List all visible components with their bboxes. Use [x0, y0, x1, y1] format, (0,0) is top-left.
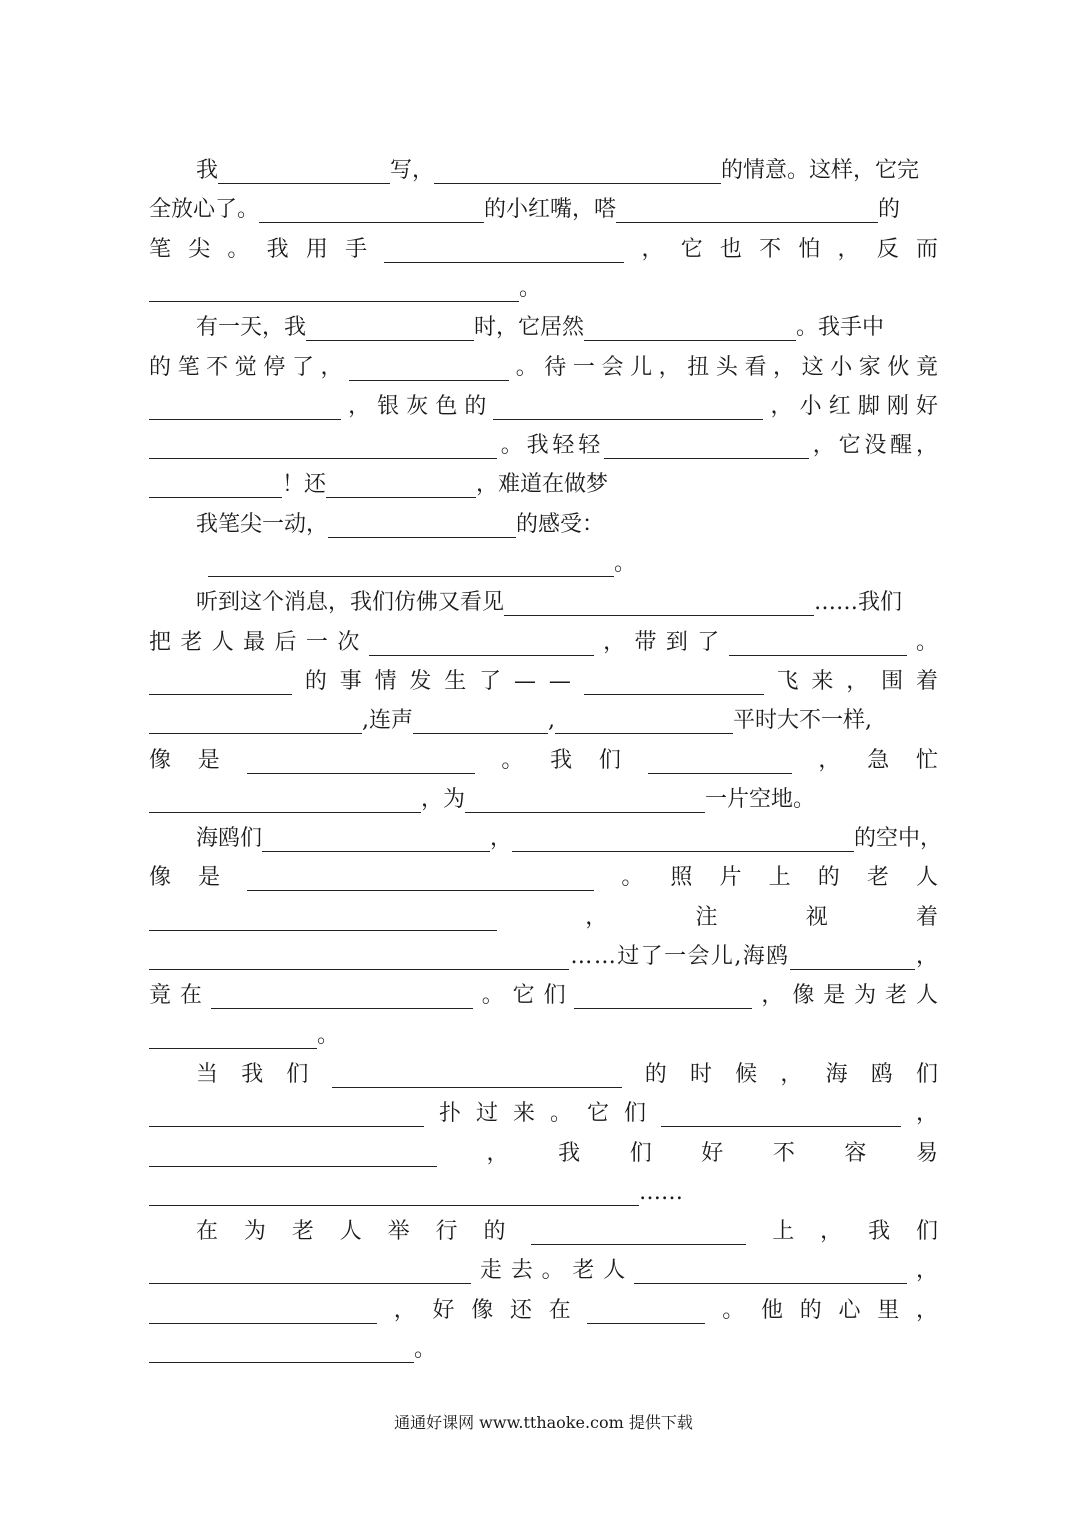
- text-line: [0, 743, 1087, 779]
- text-segment: 。: [541, 1258, 564, 1283]
- text-segment: 视: [805, 905, 828, 930]
- text-segment: 的感受：: [516, 512, 605, 537]
- text-line: [0, 546, 1087, 582]
- text-segment: 行: [435, 1219, 458, 1244]
- text-line: [0, 978, 1087, 1014]
- text-segment: ，: [812, 433, 835, 458]
- text-segment: …: [570, 944, 593, 969]
- text-line: [0, 1018, 1087, 1054]
- text-segment: 银: [377, 394, 400, 419]
- text-segment: 还: [509, 1298, 532, 1323]
- text-segment: 海鸥们: [196, 826, 263, 851]
- text-segment: 易: [915, 1141, 938, 1166]
- text-segment: 它: [680, 237, 703, 262]
- text-segment: 会: [601, 355, 624, 380]
- text-segment: 。: [227, 237, 250, 262]
- fill-in-blank[interactable]: [259, 222, 484, 223]
- text-segment: 老: [866, 865, 889, 890]
- fill-in-blank[interactable]: [531, 1244, 746, 1245]
- text-segment: 了: [291, 355, 314, 380]
- text-segment: 色: [435, 394, 458, 419]
- text-segment: 上: [772, 1219, 795, 1244]
- fill-in-blank[interactable]: [149, 1166, 437, 1167]
- fill-in-blank[interactable]: [504, 615, 814, 616]
- text-segment: 也: [719, 237, 742, 262]
- fill-in-blank[interactable]: [306, 340, 474, 341]
- text-segment: ，难道在做梦: [476, 472, 609, 497]
- text-segment: 。: [621, 865, 644, 890]
- text-segment: 我: [558, 1141, 581, 1166]
- fill-in-blank[interactable]: [149, 1126, 424, 1127]
- text-segment: 在: [548, 1298, 571, 1323]
- text-segment: 鸥: [766, 944, 789, 969]
- text-segment: 轻: [552, 433, 575, 458]
- text-segment: 到: [665, 630, 688, 655]
- text-line: [0, 1136, 1087, 1172]
- text-segment: 像: [471, 1298, 494, 1323]
- text-line: [0, 664, 1087, 700]
- fill-in-blank[interactable]: [149, 301, 519, 302]
- text-segment: ，: [818, 748, 841, 773]
- fill-in-blank[interactable]: [262, 851, 490, 852]
- fill-in-blank[interactable]: [434, 183, 721, 184]
- text-segment: ，: [603, 630, 626, 655]
- text-segment: ，: [820, 1219, 843, 1244]
- text-segment: 儿: [630, 355, 653, 380]
- text-segment: 着: [915, 669, 938, 694]
- fill-in-blank[interactable]: [790, 969, 915, 970]
- text-line: [0, 310, 1087, 346]
- text-segment: 竟: [149, 983, 172, 1008]
- text-line: [0, 192, 1087, 228]
- text-segment: ,: [734, 944, 742, 969]
- text-segment: 一: [664, 944, 687, 969]
- fill-in-blank[interactable]: [149, 733, 362, 734]
- fill-in-blank[interactable]: [328, 537, 516, 538]
- text-segment: 扑: [438, 1101, 461, 1126]
- text-line: [0, 860, 1087, 896]
- text-segment: 们: [543, 983, 566, 1008]
- text-segment: 在: [179, 983, 202, 1008]
- text-segment: 。: [549, 1101, 572, 1126]
- text-segment: 它: [512, 983, 535, 1008]
- text-segment: 。: [519, 276, 542, 301]
- text-segment: 们: [623, 1101, 646, 1126]
- text-segment: 像: [149, 748, 172, 773]
- text-segment: 笔: [177, 355, 200, 380]
- text-segment: 手: [345, 237, 368, 262]
- text-segment: 注: [695, 905, 718, 930]
- text-line: [0, 703, 1087, 739]
- fill-in-blank[interactable]: [413, 733, 548, 734]
- text-segment: 上: [768, 865, 791, 890]
- text-line: [0, 939, 1087, 975]
- text-segment: 来: [512, 1101, 535, 1126]
- text-segment: 儿: [710, 944, 733, 969]
- text-segment: 当: [196, 1062, 219, 1087]
- text-segment: 竟: [915, 355, 938, 380]
- text-segment: ，: [761, 983, 784, 1008]
- text-segment: 了: [479, 669, 502, 694]
- fill-in-blank[interactable]: [149, 458, 497, 459]
- fill-in-blank[interactable]: [208, 576, 614, 577]
- text-segment: 会: [687, 944, 710, 969]
- fill-in-blank[interactable]: [149, 419, 341, 420]
- text-segment: 反: [876, 237, 899, 262]
- text-segment: 飞: [776, 669, 799, 694]
- text-segment: 停: [263, 355, 286, 380]
- text-segment: ，: [780, 1062, 803, 1087]
- text-segment: ，: [585, 905, 608, 930]
- text-line: [0, 1253, 1087, 1289]
- text-segment: 容: [844, 1141, 867, 1166]
- text-segment: 好: [432, 1298, 455, 1323]
- text-segment: 。: [515, 355, 538, 380]
- text-line: [0, 1293, 1087, 1329]
- text-line: [0, 467, 1087, 503]
- text-segment: 一: [572, 355, 595, 380]
- text-segment: 好: [701, 1141, 724, 1166]
- text-segment: 笔: [149, 237, 172, 262]
- text-segment: 有一天，我: [196, 315, 307, 340]
- text-line: [0, 625, 1087, 661]
- text-segment: ，: [658, 355, 681, 380]
- text-segment: 尖: [188, 237, 211, 262]
- text-segment: 我: [196, 158, 219, 183]
- text-segment: 们: [286, 1062, 309, 1087]
- fill-in-blank[interactable]: [661, 1126, 901, 1127]
- text-segment: ，: [915, 1258, 938, 1283]
- text-segment: 最: [243, 630, 266, 655]
- fill-in-blank[interactable]: [493, 419, 763, 420]
- text-segment: 醒: [890, 433, 913, 458]
- text-segment: 的小红嘴，嗒: [484, 197, 617, 222]
- text-segment: 看: [744, 355, 767, 380]
- text-line: [0, 782, 1087, 818]
- text-line: [0, 585, 1087, 621]
- text-segment: 红: [828, 394, 851, 419]
- text-segment: ，: [837, 237, 860, 262]
- text-segment: 。我手中: [796, 315, 885, 340]
- fill-in-blank[interactable]: [218, 183, 390, 184]
- text-segment: ，: [348, 394, 371, 419]
- text-segment: 为: [243, 1219, 266, 1244]
- text-segment: 一片空地。: [705, 787, 816, 812]
- text-segment: 待: [544, 355, 567, 380]
- text-line: [0, 271, 1087, 307]
- text-segment: ,: [548, 708, 555, 733]
- fill-in-blank[interactable]: [332, 1087, 622, 1088]
- text-segment: 老: [291, 1219, 314, 1244]
- text-segment: ，: [915, 944, 938, 969]
- fill-in-blank[interactable]: [648, 773, 792, 774]
- text-segment: 的: [149, 355, 172, 380]
- text-line: [0, 428, 1087, 464]
- text-segment: 海: [825, 1062, 848, 1087]
- fill-in-blank[interactable]: [149, 1205, 639, 1206]
- text-segment: 是: [197, 748, 220, 773]
- text-segment: 它: [838, 433, 861, 458]
- text-segment: 候: [735, 1062, 758, 1087]
- text-segment: 急: [867, 748, 890, 773]
- text-segment: 写，: [390, 158, 435, 183]
- text-segment: 。: [500, 433, 523, 458]
- text-segment: 像: [792, 983, 815, 1008]
- text-segment: 头: [715, 355, 738, 380]
- text-line: [0, 1057, 1087, 1093]
- text-segment: 的: [799, 1298, 822, 1323]
- text-line: [0, 1175, 1087, 1211]
- text-segment: 家: [858, 355, 881, 380]
- text-line: [0, 389, 1087, 425]
- text-segment: 的: [483, 1219, 506, 1244]
- fill-in-blank[interactable]: [149, 1283, 471, 1284]
- text-segment: 的: [304, 669, 327, 694]
- text-segment: 片: [719, 865, 742, 890]
- text-segment: 生: [444, 669, 467, 694]
- text-segment: 为: [854, 983, 877, 1008]
- fill-in-blank[interactable]: [211, 1008, 473, 1009]
- text-segment: 他: [760, 1298, 783, 1323]
- text-segment: 人: [211, 630, 234, 655]
- text-segment: ，: [915, 433, 938, 458]
- text-segment: 老: [885, 983, 908, 1008]
- text-segment: 的: [464, 394, 487, 419]
- text-segment: 人: [915, 865, 938, 890]
- text-segment: 把: [149, 630, 172, 655]
- fill-in-blank[interactable]: [149, 1048, 317, 1049]
- text-segment: ，: [641, 237, 664, 262]
- text-segment: 在: [196, 1219, 219, 1244]
- text-segment: 老: [180, 630, 203, 655]
- text-segment: 而: [915, 237, 938, 262]
- text-segment: 走: [479, 1258, 502, 1283]
- text-segment: 时，它居然: [474, 315, 585, 340]
- text-segment: 了: [640, 944, 663, 969]
- text-segment: ，: [490, 826, 513, 851]
- text-segment: 平时大不一样,: [733, 708, 872, 733]
- text-segment: 人: [603, 1258, 626, 1283]
- text-segment: 带: [634, 630, 657, 655]
- text-segment: 是: [198, 865, 221, 890]
- fill-in-blank[interactable]: [584, 694, 764, 695]
- text-segment: 举: [387, 1219, 410, 1244]
- text-segment: ，为: [421, 787, 466, 812]
- fill-in-blank[interactable]: [587, 1323, 705, 1324]
- text-segment: 我: [868, 1219, 891, 1244]
- text-segment: 全放心了。: [149, 197, 260, 222]
- text-segment: 这: [801, 355, 824, 380]
- fill-in-blank[interactable]: [729, 655, 907, 656]
- text-segment: 们: [598, 748, 621, 773]
- text-segment: 次: [337, 630, 360, 655]
- text-segment: ，: [915, 1298, 938, 1323]
- text-segment: 围: [881, 669, 904, 694]
- text-segment: 觉: [234, 355, 257, 380]
- text-segment: 我: [550, 748, 573, 773]
- text-segment: ，: [770, 394, 793, 419]
- text-segment: ！还: [282, 472, 327, 497]
- text-line: [0, 350, 1087, 386]
- text-segment: 人: [915, 983, 938, 1008]
- text-segment: 一: [305, 630, 328, 655]
- page-footer: 通通好课网 www.tthaoke.com 提供下载: [394, 1413, 693, 1432]
- text-segment: 我: [266, 237, 289, 262]
- text-segment: ，: [393, 1298, 416, 1323]
- text-segment: 。: [501, 748, 524, 773]
- text-segment: 的空中，: [854, 826, 943, 851]
- text-segment: 不: [772, 1141, 795, 1166]
- text-segment: 怕: [798, 237, 821, 262]
- text-segment: 是: [823, 983, 846, 1008]
- text-segment: 轻: [578, 433, 601, 458]
- text-line: [0, 900, 1087, 936]
- text-segment: —: [514, 669, 536, 694]
- text-segment: 没: [864, 433, 887, 458]
- text-segment: 我: [526, 433, 549, 458]
- fill-in-blank[interactable]: [604, 458, 809, 459]
- text-segment: 刚: [886, 394, 909, 419]
- text-segment: 照: [670, 865, 693, 890]
- text-segment: 用: [305, 237, 328, 262]
- text-segment: ……: [639, 1180, 683, 1205]
- fill-in-blank[interactable]: [574, 1008, 752, 1009]
- text-segment: 发: [409, 669, 432, 694]
- text-line: [0, 153, 1087, 189]
- text-segment: 听到这个消息，我们仿佛又看见: [196, 590, 505, 615]
- fill-in-blank[interactable]: [149, 497, 282, 498]
- fill-in-blank[interactable]: [247, 773, 475, 774]
- text-segment: ，: [773, 355, 796, 380]
- fill-in-blank[interactable]: [349, 380, 509, 381]
- text-segment: 不: [759, 237, 782, 262]
- text-segment: 它: [586, 1101, 609, 1126]
- fill-in-blank[interactable]: [149, 930, 497, 931]
- text-segment: 人: [339, 1219, 362, 1244]
- text-line: [0, 1096, 1087, 1132]
- text-line: [0, 232, 1087, 268]
- fill-in-blank[interactable]: [584, 340, 796, 341]
- fill-in-blank[interactable]: [149, 694, 292, 695]
- text-segment: 过: [475, 1101, 498, 1126]
- text-line: [0, 1214, 1087, 1250]
- text-segment: 我: [241, 1062, 264, 1087]
- text-segment: 我笔尖一动，: [196, 512, 329, 537]
- text-segment: 。: [614, 551, 637, 576]
- text-segment: 去: [510, 1258, 533, 1283]
- fill-in-blank[interactable]: [149, 969, 569, 970]
- text-segment: 们: [915, 1219, 938, 1244]
- text-segment: 心: [838, 1298, 861, 1323]
- fill-in-blank[interactable]: [247, 890, 594, 891]
- fill-in-blank[interactable]: [465, 812, 705, 813]
- text-segment: 们: [629, 1141, 652, 1166]
- fill-in-blank[interactable]: [326, 497, 476, 498]
- text-segment: ，: [320, 355, 343, 380]
- text-segment: 扭: [687, 355, 710, 380]
- text-segment: 灰: [406, 394, 429, 419]
- text-segment: 像: [149, 865, 172, 890]
- text-segment: ，: [486, 1141, 509, 1166]
- text-segment: 的: [878, 197, 901, 222]
- text-segment: 伙: [887, 355, 910, 380]
- text-segment: 。: [722, 1298, 745, 1323]
- fill-in-blank[interactable]: [149, 1362, 414, 1363]
- text-segment: 不: [206, 355, 229, 380]
- text-segment: 小: [799, 394, 822, 419]
- text-segment: 了: [697, 630, 720, 655]
- text-line: [0, 1332, 1087, 1368]
- text-segment: 海: [742, 944, 765, 969]
- text-segment: 。: [915, 630, 938, 655]
- fill-in-blank[interactable]: [634, 1283, 907, 1284]
- text-line: [0, 821, 1087, 857]
- text-segment: 着: [915, 905, 938, 930]
- text-segment: 情: [374, 669, 397, 694]
- text-segment: ,连声: [362, 708, 413, 733]
- fill-in-blank[interactable]: [149, 812, 421, 813]
- text-segment: 的: [817, 865, 840, 890]
- fill-in-blank[interactable]: [369, 655, 594, 656]
- text-segment: 们: [915, 1062, 938, 1087]
- text-line: [0, 507, 1087, 543]
- text-segment: 。: [481, 983, 504, 1008]
- text-segment: 时: [689, 1062, 712, 1087]
- text-segment: 。: [317, 1023, 340, 1048]
- text-segment: 小: [830, 355, 853, 380]
- text-segment: 事: [339, 669, 362, 694]
- text-segment: 过: [617, 944, 640, 969]
- text-segment: —: [548, 669, 571, 694]
- text-segment: …: [593, 944, 616, 969]
- fill-in-blank[interactable]: [616, 222, 878, 223]
- text-segment: 的: [644, 1062, 667, 1087]
- text-segment: 里: [877, 1298, 900, 1323]
- text-segment: 老: [572, 1258, 595, 1283]
- fill-in-blank[interactable]: [149, 1323, 377, 1324]
- text-segment: 鸥: [870, 1062, 893, 1087]
- text-segment: ，: [846, 669, 869, 694]
- text-segment: 后: [274, 630, 297, 655]
- fill-in-blank[interactable]: [555, 733, 733, 734]
- text-segment: ，: [915, 1101, 938, 1126]
- text-segment: 好: [915, 394, 938, 419]
- text-segment: ……我们: [814, 590, 903, 615]
- text-segment: 脚: [857, 394, 880, 419]
- text-segment: 。: [414, 1337, 437, 1362]
- text-segment: 来: [811, 669, 834, 694]
- text-segment: 忙: [915, 748, 938, 773]
- text-segment: 的情意。这样，它完: [721, 158, 920, 183]
- fill-in-blank[interactable]: [512, 851, 854, 852]
- fill-in-blank[interactable]: [384, 262, 624, 263]
